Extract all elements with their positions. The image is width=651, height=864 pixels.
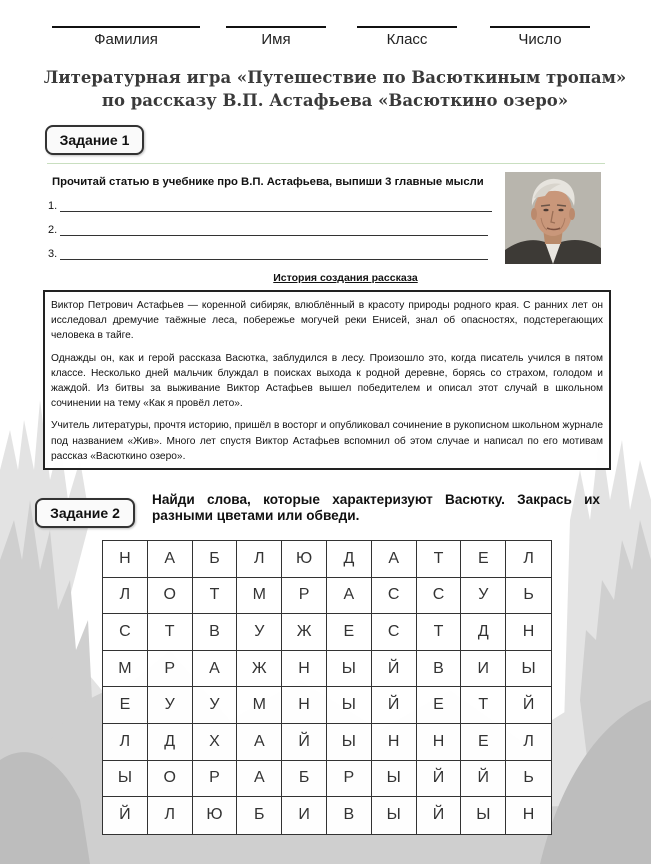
surname-field[interactable]: [52, 26, 200, 48]
grid-cell[interactable]: Ы: [103, 761, 148, 798]
task2-badge: Задание 2: [35, 498, 135, 528]
grid-cell[interactable]: Ь: [506, 578, 551, 615]
task1-badge: Задание 1: [45, 125, 144, 155]
story-text-box: [43, 290, 611, 470]
grid-cell[interactable]: М: [237, 578, 282, 615]
author-portrait: [505, 172, 601, 264]
grid-cell[interactable]: Л: [506, 541, 551, 578]
grid-cell[interactable]: Ы: [327, 687, 372, 724]
grid-cell[interactable]: Ь: [506, 761, 551, 798]
task1-instruction: Прочитай статью в учебнике про В.П. Астафьева, выпиши 3 главные мысли: [52, 176, 484, 188]
grid-cell[interactable]: Й: [372, 651, 417, 688]
grid-cell[interactable]: О: [148, 578, 193, 615]
story-paragraph: Виктор Петрович Астафьев — коренной сибиряк, влюблённый в красоту природы родного края. С ранних лет он исследовал дремучие таёжные леса, побережье могучей реки Енисей, знал об опасностях, подстерегающих человека в тайге.: [51, 300, 603, 342]
word-search-grid[interactable]: [102, 540, 552, 835]
grid-cell[interactable]: А: [237, 761, 282, 798]
surname-label: Фамилия: [94, 31, 158, 48]
grid-cell[interactable]: Н: [282, 687, 327, 724]
grid-cell[interactable]: Б: [193, 541, 238, 578]
grid-cell[interactable]: У: [193, 687, 238, 724]
grid-cell[interactable]: Н: [506, 614, 551, 651]
grid-cell[interactable]: Р: [193, 761, 238, 798]
grid-cell[interactable]: Й: [417, 761, 462, 798]
answer-line-1[interactable]: [48, 200, 492, 212]
grid-cell[interactable]: Ы: [372, 797, 417, 834]
grid-cell[interactable]: Ю: [282, 541, 327, 578]
grid-cell[interactable]: Л: [506, 724, 551, 761]
grid-cell[interactable]: Ж: [282, 614, 327, 651]
grid-cell[interactable]: А: [372, 541, 417, 578]
grid-cell[interactable]: Ы: [461, 797, 506, 834]
answer-line-2[interactable]: [48, 224, 488, 236]
grid-cell[interactable]: Ю: [193, 797, 238, 834]
date-field[interactable]: [490, 26, 590, 48]
grid-cell[interactable]: С: [372, 578, 417, 615]
grid-cell[interactable]: А: [237, 724, 282, 761]
grid-cell[interactable]: Л: [148, 797, 193, 834]
answer-number: 2.: [48, 224, 58, 236]
grid-cell[interactable]: Й: [461, 761, 506, 798]
grid-cell[interactable]: И: [282, 797, 327, 834]
title-line-1: Литературная игра «Путешествие по Васюткиным тропам»: [43, 68, 627, 87]
grid-cell[interactable]: Р: [282, 578, 327, 615]
name-label: Имя: [261, 31, 291, 48]
grid-cell[interactable]: Й: [103, 797, 148, 834]
grid-cell[interactable]: С: [372, 614, 417, 651]
answer-number: 1.: [48, 200, 58, 212]
grid-cell[interactable]: Н: [282, 651, 327, 688]
grid-cell[interactable]: Ы: [372, 761, 417, 798]
grid-cell[interactable]: У: [461, 578, 506, 615]
story-heading: История создания рассказа: [273, 272, 418, 284]
date-label: Число: [518, 31, 562, 48]
grid-cell[interactable]: Т: [417, 614, 462, 651]
grid-cell[interactable]: Н: [417, 724, 462, 761]
grid-cell[interactable]: И: [461, 651, 506, 688]
grid-cell[interactable]: Д: [461, 614, 506, 651]
grid-cell[interactable]: Т: [148, 614, 193, 651]
grid-cell[interactable]: Е: [461, 541, 506, 578]
grid-cell[interactable]: Н: [372, 724, 417, 761]
grid-cell[interactable]: Ы: [327, 651, 372, 688]
grid-cell[interactable]: Д: [327, 541, 372, 578]
grid-cell[interactable]: Б: [237, 797, 282, 834]
grid-cell[interactable]: С: [103, 614, 148, 651]
name-field[interactable]: [226, 26, 326, 48]
grid-cell[interactable]: В: [417, 651, 462, 688]
grid-cell[interactable]: Ж: [237, 651, 282, 688]
page-title: [0, 66, 651, 112]
grid-cell[interactable]: М: [103, 651, 148, 688]
grid-cell[interactable]: Н: [522, 806, 535, 824]
grid-cell[interactable]: У: [148, 687, 193, 724]
grid-cell[interactable]: А: [148, 541, 193, 578]
grid-cell[interactable]: Т: [417, 541, 462, 578]
grid-cell[interactable]: Й: [282, 724, 327, 761]
grid-cell[interactable]: А: [327, 578, 372, 615]
grid-cell[interactable]: Б: [282, 761, 327, 798]
grid-cell[interactable]: Н: [103, 541, 148, 578]
answer-line-3[interactable]: [48, 248, 488, 260]
grid-cell[interactable]: Е: [461, 724, 506, 761]
story-paragraph: Однажды он, как и герой рассказа Васютка, заблудился в лесу. Произошло это, когда писатель учился в пятом классе. Несколько дней мальчик блуждал в поисках выхода к родной деревне, борясь со страхом, голодом и жаждой. Из битвы за выживание Виктор Астафьев вышел победителем и описал этот случай в школьном сочинении на тему «Как я провёл лето».: [51, 352, 603, 410]
grid-cell[interactable]: Р: [327, 761, 372, 798]
task2-instruction: Найди слова, которые характеризуют Васютку. Закрась их разными цветами или обведи.: [152, 492, 600, 523]
answer-number: 3.: [48, 248, 58, 260]
grid-cell[interactable]: Л: [103, 578, 148, 615]
grid-cell[interactable]: А: [193, 651, 238, 688]
grid-cell[interactable]: Т: [193, 578, 238, 615]
grid-cell[interactable]: М: [237, 687, 282, 724]
grid-cell[interactable]: Л: [237, 541, 282, 578]
grid-cell[interactable]: В: [327, 797, 372, 834]
grid-cell[interactable]: Е: [417, 687, 462, 724]
grid-cell[interactable]: О: [148, 761, 193, 798]
grid-cell[interactable]: Х: [193, 724, 238, 761]
divider: [47, 163, 605, 164]
grid-cell[interactable]: Ы: [506, 651, 551, 688]
story-paragraph: Учитель литературы, прочтя историю, пришёл в восторг и опубликовал сочинение в рукописном школьном журнале под названием «Жив». Много лет спустя Виктор Астафьев вспомнил об этом случае и написал по его мотивам рассказ «Васюткино озеро».: [51, 420, 603, 462]
grid-cell[interactable]: Е: [103, 687, 148, 724]
grid-cell[interactable]: Й: [506, 687, 551, 724]
grid-cell[interactable]: Е: [327, 614, 372, 651]
grid-cell[interactable]: Р: [148, 651, 193, 688]
grid-cell[interactable]: Ы: [327, 724, 372, 761]
grid-cell[interactable]: Т: [461, 687, 506, 724]
class-label: Класс: [386, 31, 428, 48]
title-line-2: по рассказу В.П. Астафьева «Васюткино озеро»: [101, 91, 569, 110]
grid-cell[interactable]: У: [237, 614, 282, 651]
grid-cell[interactable]: Д: [148, 724, 193, 761]
grid-cell[interactable]: Й: [417, 797, 462, 834]
grid-cell[interactable]: Й: [372, 687, 417, 724]
grid-cell[interactable]: С: [417, 578, 462, 615]
grid-cell[interactable]: Л: [103, 724, 148, 761]
class-field[interactable]: [357, 26, 457, 48]
grid-cell[interactable]: В: [193, 614, 238, 651]
